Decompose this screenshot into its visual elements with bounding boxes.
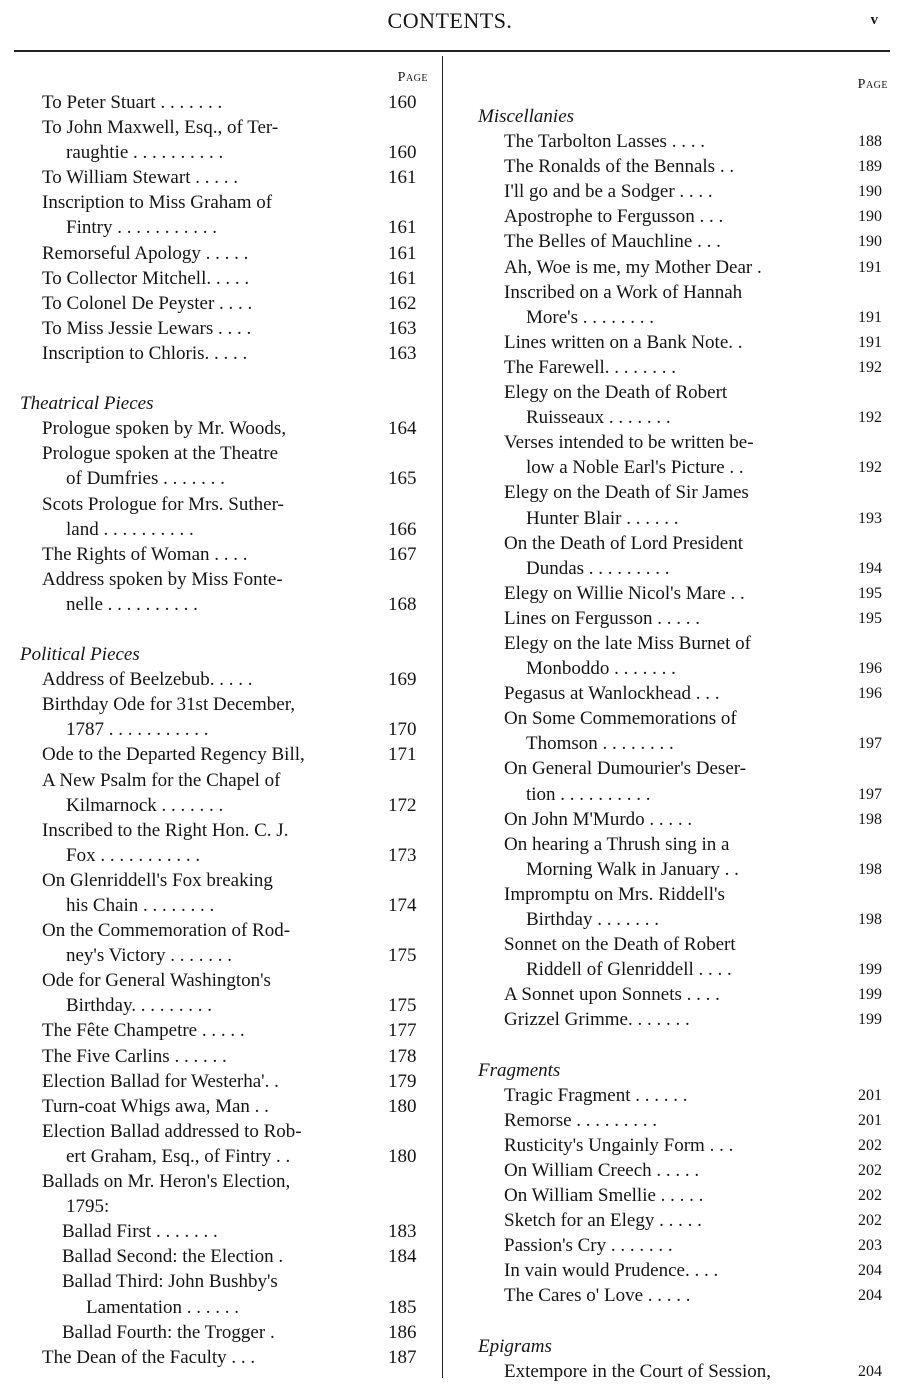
entry-title: Fox . . . . . . . . . . . [66,844,201,866]
entry-title: To Collector Mitchell. . . . . [42,267,250,289]
toc-entry [478,1083,888,1108]
toc-entry [478,1007,888,1032]
toc-entry [20,542,428,567]
toc-entry [20,466,428,491]
toc-entry [20,517,428,542]
page-numeral: v [870,12,878,28]
entry-title: Monboddo . . . . . . . [526,658,676,680]
entry-title: Ballad First . . . . . . . [62,1221,218,1243]
entry-title: Hunter Blair . . . . . . [526,507,679,529]
entry-page-number: 161 [388,167,417,189]
toc-entry [20,1169,428,1194]
entry-title: 1795: [66,1196,110,1218]
entry-title: Kilmarnock . . . . . . . [66,794,224,816]
toc-entry [478,506,888,531]
toc-entry [478,229,888,254]
entry-title: Lines on Fergusson . . . . . [504,607,700,629]
toc-entry [478,957,888,982]
entry-page-number: 161 [388,242,417,264]
entry-page-number: 180 [388,1145,417,1167]
entry-title: Impromptu on Mrs. Riddell's [504,883,725,905]
toc-entry [20,1345,428,1370]
toc-entry [20,893,428,918]
entry-title: Elegy on the Death of Robert [504,382,728,404]
entry-page-number: 191 [858,258,882,276]
toc-entry [478,179,888,204]
toc-entry [478,305,888,330]
section-heading [478,104,888,129]
entry-page-number: 192 [858,459,882,477]
entry-title: The Fête Champetre . . . . . [42,1020,245,1042]
toc-entry [478,606,888,631]
page-column-label: Page [857,77,888,92]
entry-title: nelle . . . . . . . . . . [66,593,198,615]
toc-entry [478,1133,888,1158]
entry-title: low a Noble Earl's Picture . . [526,457,744,479]
entry-title: On the Commemoration of Rod- [42,920,291,942]
entry-page-number: 199 [858,961,882,979]
entry-title: To Colonel De Peyster . . . . [42,292,253,314]
entry-title: Election Ballad for Westerha'. . [42,1070,279,1092]
toc-entry [20,1044,428,1069]
entry-title: Grizzel Grimme. . . . . . . [504,1009,690,1031]
toc-entry [20,190,428,215]
entry-page-number: 172 [388,794,417,816]
entry-page-number: 163 [388,342,417,364]
toc-entry [20,165,428,190]
entry-title: Epigrams [478,1335,552,1357]
entry-page-number: 197 [858,785,882,803]
toc-entry [20,567,428,592]
entry-page-number: 197 [858,735,882,753]
toc-entry [20,768,428,793]
toc-entry [478,681,888,706]
toc-entry [20,868,428,893]
entry-title: Remorse . . . . . . . . . [504,1109,658,1131]
toc-entry [478,154,888,179]
entry-title: On William Smellie . . . . . [504,1185,704,1207]
entry-page-number: 186 [388,1321,417,1343]
entry-page-number: 167 [388,543,417,565]
entry-title: To Miss Jessie Lewars . . . . [42,317,252,339]
entry-title: On General Dumourier's Deser- [504,758,747,780]
entry-page-number: 168 [388,593,417,615]
toc-entry [20,1069,428,1094]
entry-page-number: 198 [858,860,882,878]
entry-title: Ode for General Washington's [42,970,271,992]
column-divider [442,56,443,1378]
toc-entry [478,480,888,505]
entry-title: To Peter Stuart . . . . . . . [42,92,223,113]
entry-page-number: 165 [388,468,417,490]
toc-entry [20,943,428,968]
toc-entry [478,832,888,857]
section-heading [20,391,428,416]
toc-entry [20,742,428,767]
toc-entry [20,843,428,868]
toc-entry [20,793,428,818]
entry-title: On Glenriddell's Fox breaking [42,869,273,891]
entry-page-number: 189 [858,158,882,176]
entry-page-number: 175 [388,945,417,967]
section-heading [478,1334,888,1359]
entry-page-number: 192 [858,409,882,427]
toc-entry [20,1144,428,1169]
toc-entry [478,1233,888,1258]
entry-title: Inscribed on a Work of Hannah [504,281,743,303]
toc-entry [478,656,888,681]
entry-title: Extempore in the Court of Session, [504,1360,772,1382]
page-title: CONTENTS. [387,8,513,33]
entry-title: Birthday Ode for 31st December, [42,694,296,716]
section-gap [20,366,428,391]
entry-title: On William Creech . . . . . [504,1159,700,1181]
entry-title: I'll go and be a Sodger . . . . [504,181,713,203]
entry-page-number: 174 [388,895,417,916]
page-header [0,0,900,46]
entry-title: Passion's Cry . . . . . . . [504,1235,673,1257]
toc-entry [478,1108,888,1133]
entry-title: Lines written on a Bank Note. . [504,331,743,353]
toc-entry [478,531,888,556]
entry-page-number: 170 [388,719,417,741]
toc-entry [20,993,428,1018]
entry-page-number: 201 [858,1111,882,1129]
entry-title: To John Maxwell, Esq., of Ter- [42,117,279,139]
toc-entry [20,918,428,943]
entry-page-number: 201 [858,1086,882,1104]
entry-title: Apostrophe to Fergusson . . . [504,206,724,228]
entry-title: A New Psalm for the Chapel of [42,769,281,791]
entry-title: Political Pieces [20,644,140,666]
entry-page-number: 204 [858,1262,882,1280]
entry-title: Dundas . . . . . . . . . [526,557,670,579]
entry-page-number: 196 [858,660,882,678]
toc-entry [478,982,888,1007]
entry-title: Riddell of Glenriddell . . . . [526,959,732,981]
toc-entry [20,266,428,291]
entry-page-number: 194 [858,559,882,577]
toc-entry [478,280,888,305]
toc-entry [20,241,428,266]
entry-title: Elegy on the late Miss Burnet of [504,632,751,654]
toc-entry [20,1244,428,1269]
entry-title: Elegy on the Death of Sir James [504,482,749,504]
entry-title: Scots Prologue for Mrs. Suther- [42,493,284,515]
toc-entry [20,140,428,165]
entry-title: his Chain . . . . . . . . [66,895,215,916]
toc-entry [20,1194,428,1219]
toc-entry [478,581,888,606]
entry-page-number: 204 [858,1287,882,1305]
entry-page-number: 169 [388,669,417,691]
toc-entry [20,1269,428,1294]
entry-title: Theatrical Pieces [20,393,154,415]
toc-entry [478,455,888,480]
toc-entry [20,1320,428,1345]
section-gap [478,1032,888,1057]
entry-title: Rusticity's Ungainly Form . . . [504,1134,734,1156]
entry-page-number: 177 [388,1020,417,1042]
entry-title: ert Graham, Esq., of Fintry . . [66,1145,291,1167]
entry-title: Birthday . . . . . . . [526,909,659,930]
toc-entry [478,807,888,832]
section-heading [20,642,428,667]
entry-title: raughtie . . . . . . . . . . [66,142,224,164]
toc-entry [20,115,428,140]
entry-title: Prologue spoken at the Theatre [42,443,279,465]
entry-page-number: 185 [388,1296,417,1318]
entry-page-number: 180 [388,1095,417,1117]
entry-page-number: 203 [858,1237,882,1255]
toc-entry [478,1359,888,1384]
entry-page-number: 204 [858,1362,882,1380]
entry-page-number: 162 [388,292,417,314]
toc-entry [20,291,428,316]
toc-entry [478,355,888,380]
entry-page-number: 190 [858,233,882,251]
toc-entry [478,430,888,455]
entry-title: Election Ballad addressed to Rob- [42,1120,302,1142]
entry-page-number: 199 [858,1011,882,1029]
entry-title: Miscellanies [478,106,575,127]
entry-page-number: 160 [388,142,417,164]
toc-entry [478,129,888,154]
entry-title: To William Stewart . . . . . [42,167,238,189]
entry-title: On Some Commemorations of [504,708,737,730]
entry-title: Verses intended to be written be- [504,432,754,454]
entry-page-number: 175 [388,995,417,1017]
entry-title: Address spoken by Miss Fonte- [42,568,283,590]
entry-title: The Rights of Woman . . . . [42,543,248,565]
toc-entry [20,341,428,366]
entry-page-number: 195 [858,609,882,627]
entry-page-number: 202 [858,1187,882,1205]
toc-entry [20,1295,428,1320]
entry-title: Prologue spoken by Mr. Woods, [42,418,287,440]
entry-title: Sonnet on the Death of Robert [504,934,736,956]
entry-page-number: 198 [858,911,882,928]
entry-title: Pegasus at Wanlockhead . . . [504,683,720,705]
toc-entry [20,592,428,617]
entry-title: The Tarbolton Lasses . . . . [504,131,705,153]
entry-page-number: 191 [858,333,882,351]
entry-title: Ballad Third: John Bushby's [62,1271,278,1293]
toc-entry [478,1158,888,1183]
entry-page-number: 188 [858,133,882,151]
toc-entry [20,1018,428,1043]
toc-entry [478,706,888,731]
toc-entry [20,818,428,843]
entry-page-number: 190 [858,183,882,201]
section-gap [20,617,428,642]
entry-page-number: 192 [858,358,882,376]
toc-entry [478,631,888,656]
entry-title: Sketch for an Elegy . . . . . [504,1210,702,1232]
entry-title: Address of Beelzebub. . . . . [42,669,253,691]
toc-entry [478,556,888,581]
entry-page-number: 183 [388,1221,417,1243]
entry-title: The Belles of Mauchline . . . [504,231,721,253]
page-column-label: Page [397,70,428,85]
entry-page-number: 179 [388,1070,417,1092]
entry-page-number: 202 [858,1136,882,1154]
section-gap [478,1309,888,1334]
entry-title: The Dean of the Faculty . . . [42,1346,256,1368]
entry-title: Fintry . . . . . . . . . . . [66,217,217,239]
toc-entry [20,667,428,692]
entry-title: of Dumfries . . . . . . . [66,468,225,490]
entry-title: Remorseful Apology . . . . . [42,242,249,264]
entry-title: Birthday. . . . . . . . . [66,995,213,1017]
entry-title: Fragments [478,1059,561,1081]
toc-entry [478,882,888,907]
entry-title: Ballad Fourth: the Trogger . [62,1321,275,1343]
toc-entry [478,204,888,229]
toc-entry [478,1183,888,1208]
entry-page-number: 198 [858,810,882,828]
entry-title: tion . . . . . . . . . . [526,783,651,805]
toc-entry [478,782,888,807]
entry-page-number: 202 [858,1161,882,1179]
toc-entry [478,932,888,957]
toc-entry [478,731,888,756]
entry-page-number: 187 [388,1346,417,1368]
entry-title: On the Death of Lord President [504,532,744,554]
toc-entry [20,968,428,993]
entry-title: On hearing a Thrush sing in a [504,833,730,855]
entry-page-number: 164 [388,418,417,440]
toc-entry [478,330,888,355]
entry-title: Tragic Fragment . . . . . . [504,1084,688,1106]
entry-title: Turn-coat Whigs awa, Man . . [42,1095,269,1117]
entry-title: Elegy on Willie Nicol's Mare . . [504,582,745,604]
entry-page-number: 173 [388,844,417,866]
toc-entry [478,255,888,280]
entry-title: ney's Victory . . . . . . . [66,945,233,967]
entry-title: In vain would Prudence. . . . [504,1260,719,1282]
toc-entry [478,907,888,932]
entry-title: land . . . . . . . . . . [66,518,194,540]
toc-entry [20,1219,428,1244]
entry-title: Thomson . . . . . . . . [526,733,674,755]
right-column [478,66,888,1384]
entry-title: Morning Walk in January . . [526,858,739,880]
toc-entry [478,405,888,430]
entry-title: 1787 . . . . . . . . . . . [66,719,209,741]
toc-entry [478,1208,888,1233]
entry-page-number: 160 [388,92,417,113]
toc-entry [20,1094,428,1119]
entry-page-number: 171 [388,744,417,766]
entry-page-number: 199 [858,986,882,1004]
toc-entry [20,441,428,466]
entry-page-number: 163 [388,317,417,339]
entry-page-number: 166 [388,518,417,540]
toc-entry [20,492,428,517]
toc-entry [20,215,428,240]
entry-title: A Sonnet upon Sonnets . . . . [504,984,720,1006]
toc-entry [20,692,428,717]
toc-entry [478,1258,888,1283]
entry-page-number: 184 [388,1246,417,1268]
entry-title: Ode to the Departed Regency Bill, [42,744,305,766]
entry-page-number: 202 [858,1212,882,1230]
toc-entry [478,380,888,405]
entry-page-number: 193 [858,509,882,527]
entry-title: Ruisseaux . . . . . . . [526,407,671,429]
entry-title: Ah, Woe is me, my Mother Dear . [504,256,762,278]
entry-title: The Ronalds of the Bennals . . [504,156,735,178]
entry-title: More's . . . . . . . . [526,306,654,328]
toc-entry [20,717,428,742]
entry-page-number: 196 [858,685,882,703]
entry-title: The Five Carlins . . . . . . [42,1045,227,1067]
toc-entry [478,756,888,781]
toc-entry [20,90,428,115]
entry-title: Inscribed to the Right Hon. C. J. [42,819,289,841]
entry-title: Lamentation . . . . . . [86,1296,240,1318]
section-heading [478,1058,888,1083]
entry-page-number: 161 [388,267,417,289]
entry-title: Inscription to Miss Graham of [42,192,273,214]
toc-entry [478,857,888,882]
entry-page-number: 191 [858,308,882,326]
entry-page-number: 195 [858,584,882,602]
entry-title: The Farewell. . . . . . . . [504,356,677,378]
entry-title: Ballad Second: the Election . [62,1246,284,1268]
entry-page-number: 178 [388,1045,417,1067]
toc-entry [20,316,428,341]
entry-title: Ballads on Mr. Heron's Election, [42,1171,291,1193]
entry-page-number: 190 [858,208,882,226]
toc-entry [20,416,428,441]
toc-entry [20,1119,428,1144]
left-column [20,66,428,1370]
entry-title: The Cares o' Love . . . . . [504,1285,691,1307]
entry-title: On John M'Murdo . . . . . [504,808,693,830]
entry-page-number: 161 [388,217,417,239]
toc-entry [478,1283,888,1308]
entry-title: Inscription to Chloris. . . . . [42,342,248,364]
header-rule [14,50,890,52]
